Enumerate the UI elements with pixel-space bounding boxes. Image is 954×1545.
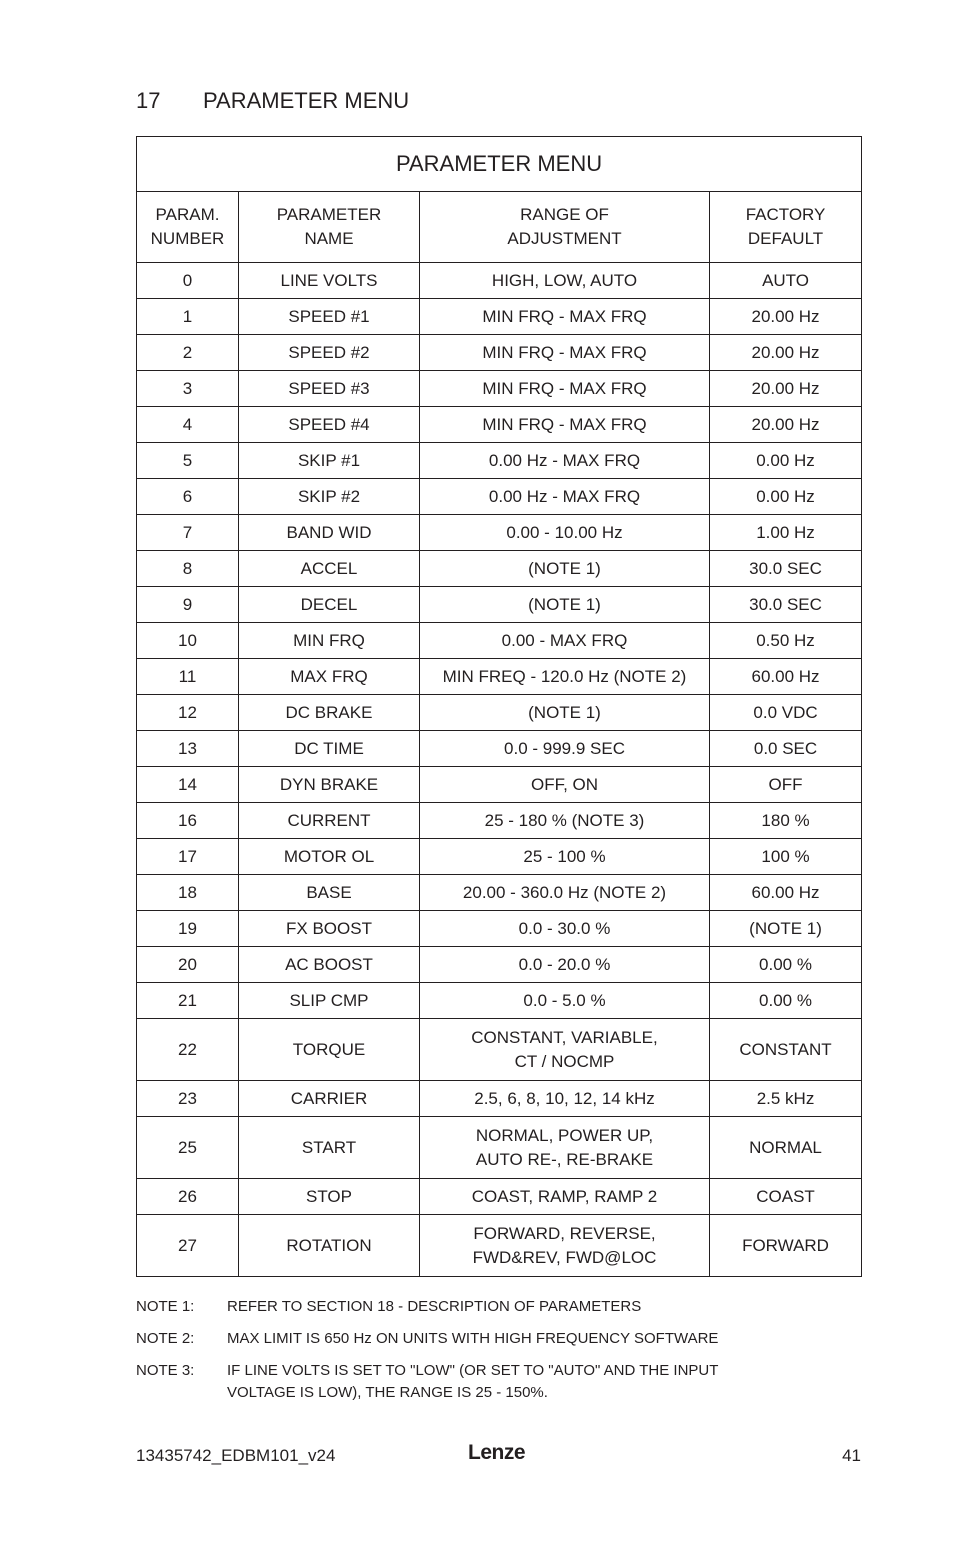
cell-param-number: 8 [137,551,239,587]
section-number: 17 [136,88,161,113]
cell-parameter-name: ACCEL [239,551,420,587]
cell-range-of-adjustment: 0.00 Hz - MAX FRQ [420,479,710,515]
table-row [137,1117,862,1179]
cell-range-of-adjustment: COAST, RAMP, RAMP 2 [420,1179,710,1215]
note-1 [136,1296,861,1318]
cell-param-number: 16 [137,803,239,839]
cell-param-number: 1 [137,299,239,335]
cell-param-number: 12 [137,695,239,731]
cell-factory-default: 20.00 Hz [710,371,862,407]
table-row [137,803,862,839]
cell-factory-default: 100 % [710,839,862,875]
cell-param-number: 6 [137,479,239,515]
cell-param-number: 7 [137,515,239,551]
cell-parameter-name: SLIP CMP [239,983,420,1019]
cell-range-of-adjustment: HIGH, LOW, AUTO [420,263,710,299]
cell-parameter-name: BAND WID [239,515,420,551]
cell-parameter-name: MIN FRQ [239,623,420,659]
cell-factory-default: 20.00 Hz [710,335,862,371]
cell-range-of-adjustment: NORMAL, POWER UP, AUTO RE-, RE-BRAKE [420,1117,710,1179]
cell-range-of-adjustment: 20.00 - 360.0 Hz (NOTE 2) [420,875,710,911]
cell-factory-default: 0.00 % [710,947,862,983]
cell-range-of-adjustment: (NOTE 1) [420,587,710,623]
cell-param-number: 11 [137,659,239,695]
cell-range-of-adjustment: 0.00 - 10.00 Hz [420,515,710,551]
table-row [137,767,862,803]
cell-param-number: 26 [137,1179,239,1215]
cell-parameter-name: ROTATION [239,1215,420,1277]
cell-factory-default: 0.00 % [710,983,862,1019]
cell-parameter-name: MAX FRQ [239,659,420,695]
cell-range-of-adjustment: 25 - 180 % (NOTE 3) [420,803,710,839]
cell-factory-default: 20.00 Hz [710,299,862,335]
cell-parameter-name: SPEED #3 [239,371,420,407]
cell-parameter-name: SPEED #2 [239,335,420,371]
cell-param-number: 5 [137,443,239,479]
cell-parameter-name: DC BRAKE [239,695,420,731]
table-row [137,911,862,947]
cell-parameter-name: MOTOR OL [239,839,420,875]
cell-factory-default: 30.0 SEC [710,551,862,587]
cell-factory-default: COAST [710,1179,862,1215]
cell-range-of-adjustment: 0.00 Hz - MAX FRQ [420,443,710,479]
table-row [137,659,862,695]
cell-range-of-adjustment: 0.0 - 999.9 SEC [420,731,710,767]
cell-param-number: 0 [137,263,239,299]
table-row [137,299,862,335]
cell-range-of-adjustment: MIN FREQ - 120.0 Hz (NOTE 2) [420,659,710,695]
header-parameter-name: PARAMETER NAME [239,192,420,263]
table-row [137,839,862,875]
note-text: IF LINE VOLTS IS SET TO "LOW" (OR SET TO "AUTO" AND THE INPUT VOLTAGE IS LOW), THE RANGE IS 25 - 150%. [227,1362,719,1401]
cell-factory-default: 0.0 SEC [710,731,862,767]
table-row [137,551,862,587]
note-label: NOTE 1: [136,1298,195,1315]
cell-param-number: 9 [137,587,239,623]
cell-factory-default: 60.00 Hz [710,875,862,911]
cell-param-number: 27 [137,1215,239,1277]
note-3 [136,1360,861,1404]
cell-parameter-name: SPEED #4 [239,407,420,443]
cell-param-number: 13 [137,731,239,767]
cell-factory-default: 0.50 Hz [710,623,862,659]
table-row [137,479,862,515]
table-row [137,947,862,983]
cell-range-of-adjustment: MIN FRQ - MAX FRQ [420,407,710,443]
cell-factory-default: 2.5 kHz [710,1081,862,1117]
cell-range-of-adjustment: MIN FRQ - MAX FRQ [420,371,710,407]
footer-document-id: 13435742_EDBM101_v24 [136,1446,336,1465]
cell-parameter-name: START [239,1117,420,1179]
cell-factory-default: 20.00 Hz [710,407,862,443]
table-row [137,731,862,767]
cell-param-number: 4 [137,407,239,443]
table-row [137,1179,862,1215]
cell-range-of-adjustment: 25 - 100 % [420,839,710,875]
column-header-row [137,192,862,263]
table-row [137,335,862,371]
note-label: NOTE 2: [136,1330,195,1347]
header-range-of-adjustment: RANGE OF ADJUSTMENT [420,192,710,263]
cell-parameter-name: LINE VOLTS [239,263,420,299]
notes [136,1296,861,1414]
cell-param-number: 14 [137,767,239,803]
cell-factory-default: NORMAL [710,1117,862,1179]
lenze-logo: Lenze [468,1441,526,1464]
cell-factory-default: CONSTANT [710,1019,862,1081]
cell-param-number: 19 [137,911,239,947]
cell-parameter-name: SKIP #2 [239,479,420,515]
cell-range-of-adjustment: 2.5, 6, 8, 10, 12, 14 kHz [420,1081,710,1117]
note-text: REFER TO SECTION 18 - DESCRIPTION OF PARAMETERS [227,1298,642,1315]
page-number: 41 [842,1446,861,1465]
cell-parameter-name: CARRIER [239,1081,420,1117]
cell-parameter-name: DECEL [239,587,420,623]
cell-factory-default: (NOTE 1) [710,911,862,947]
table-row [137,695,862,731]
cell-parameter-name: SKIP #1 [239,443,420,479]
cell-range-of-adjustment: 0.0 - 30.0 % [420,911,710,947]
cell-range-of-adjustment: 0.0 - 20.0 % [420,947,710,983]
cell-parameter-name: DYN BRAKE [239,767,420,803]
table-row [137,443,862,479]
cell-factory-default: FORWARD [710,1215,862,1277]
cell-parameter-name: FX BOOST [239,911,420,947]
cell-range-of-adjustment: (NOTE 1) [420,551,710,587]
table-row [137,1019,862,1081]
table-row [137,263,862,299]
cell-parameter-name: CURRENT [239,803,420,839]
parameter-menu-table [136,136,862,1277]
cell-factory-default: AUTO [710,263,862,299]
cell-param-number: 2 [137,335,239,371]
cell-factory-default: 60.00 Hz [710,659,862,695]
cell-factory-default: OFF [710,767,862,803]
cell-param-number: 17 [137,839,239,875]
cell-param-number: 3 [137,371,239,407]
cell-factory-default: 0.00 Hz [710,479,862,515]
cell-param-number: 22 [137,1019,239,1081]
cell-factory-default: 0.00 Hz [710,443,862,479]
note-label: NOTE 3: [136,1362,195,1379]
cell-range-of-adjustment: MIN FRQ - MAX FRQ [420,335,710,371]
cell-param-number: 18 [137,875,239,911]
section-title: PARAMETER MENU [203,88,410,113]
cell-range-of-adjustment: (NOTE 1) [420,695,710,731]
cell-range-of-adjustment: 0.0 - 5.0 % [420,983,710,1019]
cell-parameter-name: STOP [239,1179,420,1215]
table-row [137,623,862,659]
table-row [137,371,862,407]
header-factory-default: FACTORY DEFAULT [710,192,862,263]
cell-factory-default: 180 % [710,803,862,839]
table-row [137,1081,862,1117]
note-2 [136,1328,861,1350]
cell-range-of-adjustment: CONSTANT, VARIABLE, CT / NOCMP [420,1019,710,1081]
cell-range-of-adjustment: MIN FRQ - MAX FRQ [420,299,710,335]
cell-parameter-name: TORQUE [239,1019,420,1081]
cell-range-of-adjustment: 0.00 - MAX FRQ [420,623,710,659]
cell-param-number: 25 [137,1117,239,1179]
cell-parameter-name: DC TIME [239,731,420,767]
cell-parameter-name: SPEED #1 [239,299,420,335]
table-row [137,407,862,443]
cell-range-of-adjustment: FORWARD, REVERSE, FWD&REV, FWD@LOC [420,1215,710,1277]
cell-param-number: 21 [137,983,239,1019]
cell-range-of-adjustment: OFF, ON [420,767,710,803]
table-row [137,587,862,623]
cell-factory-default: 0.0 VDC [710,695,862,731]
cell-param-number: 20 [137,947,239,983]
cell-param-number: 10 [137,623,239,659]
cell-factory-default: 30.0 SEC [710,587,862,623]
cell-parameter-name: AC BOOST [239,947,420,983]
cell-param-number: 23 [137,1081,239,1117]
table-title: PARAMETER MENU [137,137,862,192]
table-row [137,875,862,911]
note-text: MAX LIMIT IS 650 Hz ON UNITS WITH HIGH FREQUENCY SOFTWARE [227,1330,719,1347]
table-row [137,1215,862,1277]
cell-factory-default: 1.00 Hz [710,515,862,551]
table-row [137,983,862,1019]
header-param-number: PARAM. NUMBER [137,192,239,263]
cell-parameter-name: BASE [239,875,420,911]
section-heading [136,86,409,116]
table-row [137,515,862,551]
